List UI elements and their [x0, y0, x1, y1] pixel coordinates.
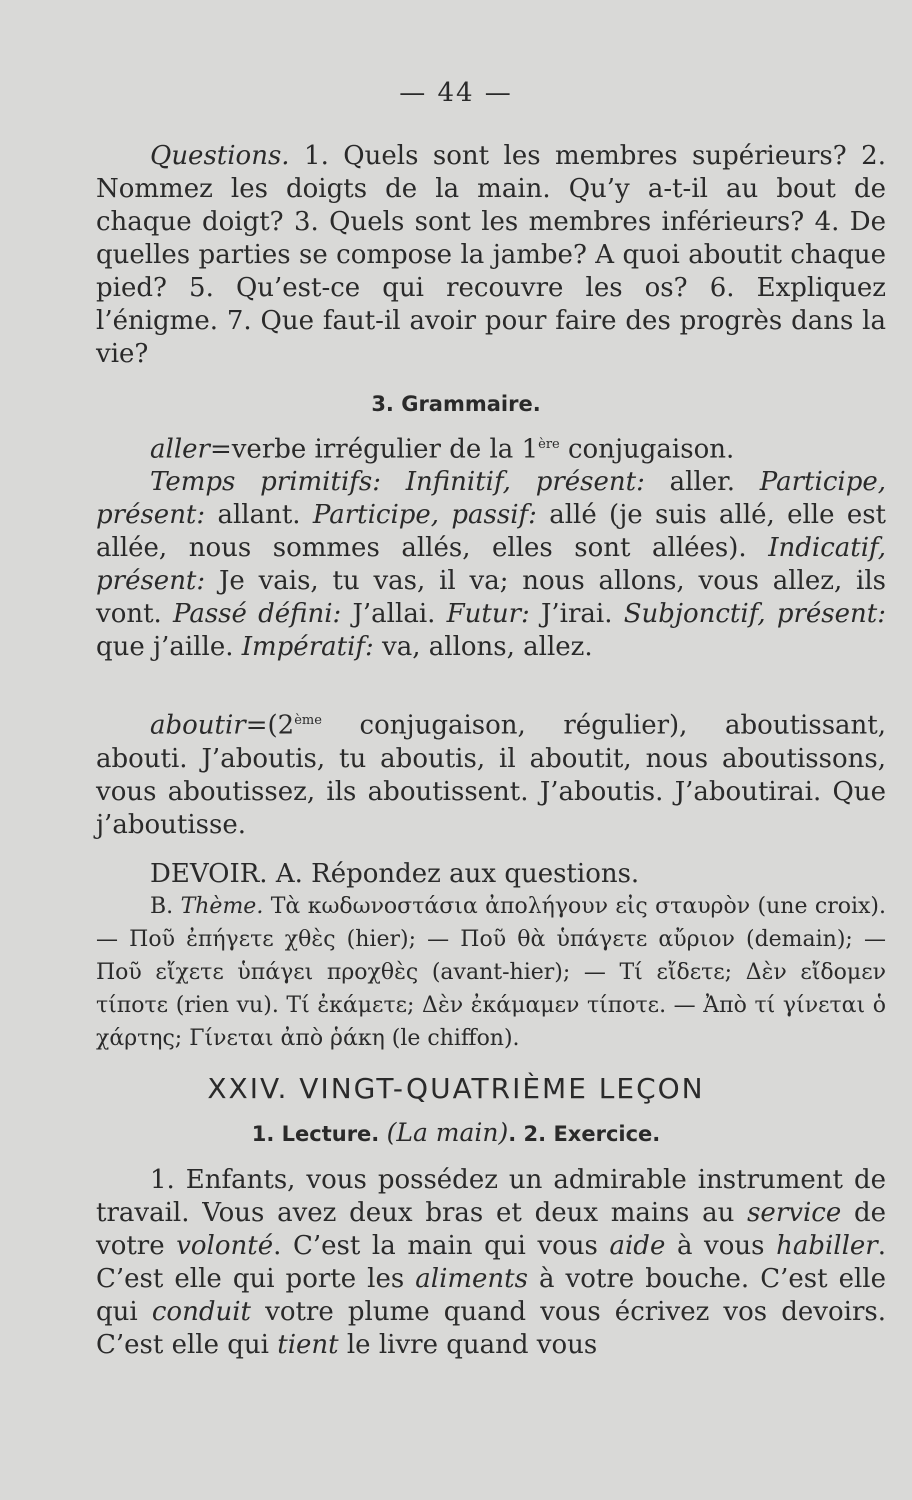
- reading-p5: . C’est elle qui porte les: [96, 1231, 886, 1294]
- temps-text-2: allant.: [205, 500, 313, 530]
- aboutir-word: aboutir: [150, 710, 246, 741]
- lesson-title: XXIV. VINGT-QUATRIÈME LEÇON: [207, 1072, 705, 1105]
- temps-text-5: J’allai.: [341, 599, 447, 629]
- temps-text-7: que j’aille.: [96, 632, 242, 662]
- reading-p2: de votre: [96, 1198, 887, 1261]
- reading-p6: à votre bouche. C’est elle qui: [96, 1264, 887, 1327]
- aller-definition: [96, 428, 886, 467]
- questions-label: Questions.: [150, 141, 290, 171]
- aller-def-post: conjugaison.: [559, 434, 735, 465]
- devoir-b-text: Τὰ κωδωνοστάσια ἀπολήγουν εἰς σταυρὸν (une croix). — Ποῦ ἐπήγετε χθὲς (hier); — Ποῦ θὰ ὑπάγετε αὔριον (demain); — Ποῦ εἴχετε ὑπάγει προχθὲς (avant-hier); — Τί εἴδετε; Δὲν εἴδομεν τίποτε (rien vu). Τί ἐκάμετε; Δὲν ἐκάμαμεν τίποτε. — Ἀπὸ τί γίνεται ὁ χάρτης; Γίνεται ἀπὸ ῥάκη (le chiffon).: [96, 894, 886, 1051]
- questions-text: 1. Quels sont les membres supérieurs? 2. Nommez les doigts de la main. Qu’y a-t-il au bout de chaque doigt? 3. Quels sont les membres inférieurs? 4. De quelles parties se compose la jambe? A quoi aboutit chaque pied? 5. Qu’est-ce qui recouvre les os? 6. Expliquez l’énigme. 7. Que faut-il avoir pour faire des progrès dans la vie?: [96, 141, 886, 369]
- reading-paragraph: [96, 1164, 886, 1362]
- temps-label-6: Futur:: [446, 599, 530, 629]
- reading-w2: volonté: [176, 1231, 274, 1261]
- temps-label-5: Passé défini:: [173, 599, 342, 629]
- temps-text-1: aller.: [644, 467, 760, 497]
- temps-text-6: J’irai.: [529, 599, 624, 629]
- reading-p3: . C’est la main qui vous: [273, 1231, 610, 1261]
- reading-w3: aide: [609, 1231, 666, 1261]
- aller-def-pre: =verbe irrégulier de la 1: [209, 434, 539, 465]
- reading-p1: 1. Enfants, vous possédez un admirable instrument de travail. Vous avez deux bras et deux mains au: [96, 1165, 886, 1228]
- temps-label-4: Indicatif, présent:: [96, 533, 886, 596]
- reading-w4: habiller: [776, 1231, 878, 1261]
- temps-label-8: Impératif:: [241, 632, 374, 662]
- temps-text-4: Je vais, tu vas, il va; nous allons, vous allez, ils vont.: [96, 566, 886, 629]
- aller-word: aller: [150, 434, 210, 465]
- lesson-sub-b: (La main): [386, 1118, 509, 1147]
- devoir-b: [96, 890, 886, 1055]
- temps-text-8: va, allons, allez.: [373, 632, 593, 662]
- aboutir-text: conjugaison, régulier), aboutissant, abouti. J’aboutis, tu aboutis, il aboutit, nous aboutissons, vous aboutissez, ils aboutissent. J’aboutis. J’aboutirai. Que j’aboutisse.: [96, 710, 886, 840]
- aboutir-pre: =(2: [245, 710, 295, 741]
- lesson-sub-a: 1. Lecture.: [251, 1122, 387, 1146]
- grammar-heading: 3. Grammaire.: [371, 392, 541, 416]
- temps-label-3: Participe, passif:: [312, 500, 537, 530]
- temps-label-7: Subjonctif, présent:: [623, 599, 886, 629]
- reading-p7: votre plume quand vous écrivez vos devoirs. C’est elle qui: [96, 1297, 886, 1360]
- reading-w5: aliments: [415, 1264, 528, 1294]
- reading-w6: conduit: [151, 1297, 251, 1327]
- devoir-a: DEVOIR. A. Répondez aux questions.: [150, 859, 640, 889]
- questions-paragraph: [96, 140, 886, 371]
- temps-label-1: Temps primitifs: Infinitif, présent:: [150, 467, 645, 497]
- theme-label: Thème.: [180, 894, 264, 919]
- reading-p4: à vous: [665, 1231, 777, 1261]
- devoir-b-prefix: B.: [150, 894, 181, 919]
- aboutir-paragraph: [96, 704, 886, 842]
- page-number: — 44 —: [399, 78, 513, 108]
- aboutir-sup: ème: [294, 713, 322, 728]
- reading-p8: le livre quand vous: [338, 1330, 598, 1360]
- temps-label-2: Participe, présent:: [96, 467, 886, 530]
- lesson-subtitle: [0, 1118, 912, 1147]
- temps-text-3: allé (je suis allé, elle est allée, nous sommes allés, elles sont allées).: [96, 500, 886, 563]
- lesson-sub-c: . 2. Exercice.: [508, 1122, 661, 1146]
- reading-w7: tient: [277, 1330, 339, 1360]
- temps-paragraph: [96, 466, 886, 664]
- aller-def-sup: ère: [538, 437, 560, 452]
- reading-w1: service: [747, 1198, 842, 1228]
